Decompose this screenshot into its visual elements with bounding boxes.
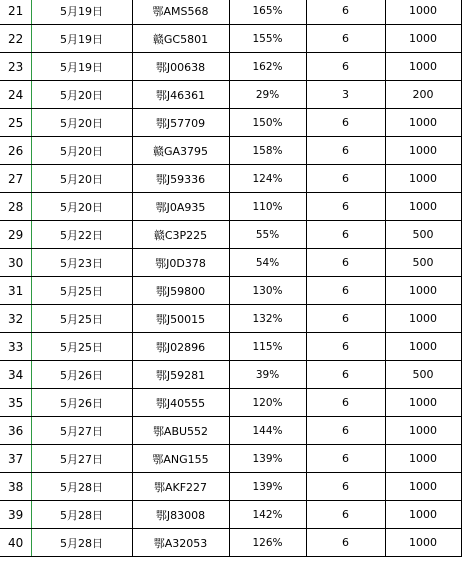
count-cell[interactable]: 6 [306, 165, 385, 193]
table-row[interactable] [0, 501, 461, 529]
amount-cell[interactable]: 1000 [385, 473, 461, 501]
row-number-cell[interactable]: 27 [0, 165, 31, 193]
count-cell[interactable]: 6 [306, 529, 385, 557]
row-number-cell[interactable]: 23 [0, 53, 31, 81]
count-cell[interactable]: 6 [306, 0, 385, 25]
count-cell[interactable]: 6 [306, 361, 385, 389]
plate-cell[interactable]: 赣C3P225 [132, 221, 229, 249]
percentage-cell[interactable]: 162% [229, 53, 306, 81]
plate-cell[interactable]: 鄂A32053 [132, 529, 229, 557]
table-row[interactable] [0, 165, 461, 193]
amount-cell[interactable]: 1000 [385, 501, 461, 529]
table-row[interactable] [0, 137, 461, 165]
date-cell[interactable]: 5月19日 [31, 53, 132, 81]
amount-cell[interactable]: 1000 [385, 137, 461, 165]
percentage-cell[interactable]: 54% [229, 249, 306, 277]
table-row[interactable] [0, 249, 461, 277]
count-cell[interactable]: 6 [306, 137, 385, 165]
amount-cell[interactable]: 500 [385, 249, 461, 277]
table-row[interactable] [0, 193, 461, 221]
count-cell[interactable]: 6 [306, 501, 385, 529]
row-number-cell[interactable]: 39 [0, 501, 31, 529]
amount-cell[interactable]: 1000 [385, 333, 461, 361]
count-cell[interactable]: 6 [306, 473, 385, 501]
date-cell[interactable]: 5月27日 [31, 417, 132, 445]
plate-cell[interactable]: 鄂ABU552 [132, 417, 229, 445]
amount-cell[interactable]: 1000 [385, 193, 461, 221]
amount-cell[interactable]: 1000 [385, 529, 461, 557]
amount-cell[interactable]: 1000 [385, 445, 461, 473]
amount-cell[interactable]: 1000 [385, 109, 461, 137]
row-number-cell[interactable]: 25 [0, 109, 31, 137]
row-number-cell[interactable]: 30 [0, 249, 31, 277]
date-cell[interactable]: 5月25日 [31, 333, 132, 361]
table-row[interactable] [0, 277, 461, 305]
row-number-cell[interactable]: 33 [0, 333, 31, 361]
plate-cell[interactable]: 鄂J59800 [132, 277, 229, 305]
plate-cell[interactable]: 鄂J02896 [132, 333, 229, 361]
amount-cell[interactable]: 1000 [385, 305, 461, 333]
table-row[interactable] [0, 333, 461, 361]
date-cell[interactable]: 5月20日 [31, 137, 132, 165]
amount-cell[interactable]: 500 [385, 361, 461, 389]
date-cell[interactable]: 5月26日 [31, 389, 132, 417]
amount-cell[interactable]: 1000 [385, 389, 461, 417]
plate-cell[interactable]: 鄂J00638 [132, 53, 229, 81]
row-number-cell[interactable]: 31 [0, 277, 31, 305]
amount-cell[interactable]: 1000 [385, 0, 461, 25]
plate-cell[interactable]: 赣GA3795 [132, 137, 229, 165]
percentage-cell[interactable]: 165% [229, 0, 306, 25]
row-number-cell[interactable]: 28 [0, 193, 31, 221]
date-cell[interactable]: 5月25日 [31, 305, 132, 333]
percentage-cell[interactable]: 150% [229, 109, 306, 137]
row-number-cell[interactable]: 29 [0, 221, 31, 249]
date-cell[interactable]: 5月19日 [31, 0, 132, 25]
table-row[interactable] [0, 305, 461, 333]
amount-cell[interactable]: 1000 [385, 53, 461, 81]
date-cell[interactable]: 5月26日 [31, 361, 132, 389]
count-cell[interactable]: 6 [306, 109, 385, 137]
table-row[interactable] [0, 0, 461, 25]
row-number-cell[interactable]: 24 [0, 81, 31, 109]
percentage-cell[interactable]: 142% [229, 501, 306, 529]
percentage-cell[interactable]: 55% [229, 221, 306, 249]
count-cell[interactable]: 6 [306, 277, 385, 305]
date-cell[interactable]: 5月27日 [31, 445, 132, 473]
amount-cell[interactable]: 200 [385, 81, 461, 109]
date-cell[interactable]: 5月20日 [31, 81, 132, 109]
row-number-cell[interactable]: 35 [0, 389, 31, 417]
plate-cell[interactable]: 赣GC5801 [132, 25, 229, 53]
table-row[interactable] [0, 221, 461, 249]
date-cell[interactable]: 5月20日 [31, 109, 132, 137]
date-cell[interactable]: 5月22日 [31, 221, 132, 249]
row-number-cell[interactable]: 34 [0, 361, 31, 389]
percentage-cell[interactable]: 139% [229, 445, 306, 473]
date-cell[interactable]: 5月28日 [31, 501, 132, 529]
table-row[interactable] [0, 445, 461, 473]
row-number-cell[interactable]: 21 [0, 0, 31, 25]
row-number-cell[interactable]: 26 [0, 137, 31, 165]
plate-cell[interactable]: 鄂J83008 [132, 501, 229, 529]
percentage-cell[interactable]: 120% [229, 389, 306, 417]
percentage-cell[interactable]: 115% [229, 333, 306, 361]
amount-cell[interactable]: 1000 [385, 417, 461, 445]
table-row[interactable] [0, 109, 461, 137]
count-cell[interactable]: 6 [306, 221, 385, 249]
table-row[interactable] [0, 473, 461, 501]
count-cell[interactable]: 6 [306, 249, 385, 277]
row-number-cell[interactable]: 22 [0, 25, 31, 53]
amount-cell[interactable]: 500 [385, 221, 461, 249]
amount-cell[interactable]: 1000 [385, 25, 461, 53]
plate-cell[interactable]: 鄂J46361 [132, 81, 229, 109]
row-number-cell[interactable]: 37 [0, 445, 31, 473]
table-row[interactable] [0, 81, 461, 109]
plate-cell[interactable]: 鄂J59281 [132, 361, 229, 389]
plate-cell[interactable]: 鄂J0A935 [132, 193, 229, 221]
plate-cell[interactable]: 鄂ANG155 [132, 445, 229, 473]
date-cell[interactable]: 5月20日 [31, 193, 132, 221]
row-number-cell[interactable]: 36 [0, 417, 31, 445]
count-cell[interactable]: 6 [306, 445, 385, 473]
percentage-cell[interactable]: 39% [229, 361, 306, 389]
date-cell[interactable]: 5月19日 [31, 25, 132, 53]
count-cell[interactable]: 6 [306, 53, 385, 81]
date-cell[interactable]: 5月23日 [31, 249, 132, 277]
percentage-cell[interactable]: 124% [229, 165, 306, 193]
row-number-cell[interactable]: 40 [0, 529, 31, 557]
percentage-cell[interactable]: 158% [229, 137, 306, 165]
date-cell[interactable]: 5月28日 [31, 473, 132, 501]
count-cell[interactable]: 6 [306, 333, 385, 361]
percentage-cell[interactable]: 29% [229, 81, 306, 109]
percentage-cell[interactable]: 126% [229, 529, 306, 557]
count-cell[interactable]: 6 [306, 417, 385, 445]
percentage-cell[interactable]: 144% [229, 417, 306, 445]
plate-cell[interactable]: 鄂AMS568 [132, 0, 229, 25]
plate-cell[interactable]: 鄂J57709 [132, 109, 229, 137]
count-cell[interactable]: 6 [306, 389, 385, 417]
row-number-cell[interactable]: 38 [0, 473, 31, 501]
table-row[interactable] [0, 25, 461, 53]
table-row[interactable] [0, 361, 461, 389]
plate-cell[interactable]: 鄂J59336 [132, 165, 229, 193]
count-cell[interactable]: 6 [306, 193, 385, 221]
table-row[interactable] [0, 53, 461, 81]
plate-cell[interactable]: 鄂J50015 [132, 305, 229, 333]
table-row[interactable] [0, 417, 461, 445]
row-number-cell[interactable]: 32 [0, 305, 31, 333]
plate-cell[interactable]: 鄂AKF227 [132, 473, 229, 501]
amount-cell[interactable]: 1000 [385, 277, 461, 305]
percentage-cell[interactable]: 155% [229, 25, 306, 53]
percentage-cell[interactable]: 139% [229, 473, 306, 501]
count-cell[interactable]: 6 [306, 25, 385, 53]
count-cell[interactable]: 6 [306, 305, 385, 333]
plate-cell[interactable]: 鄂J40555 [132, 389, 229, 417]
date-cell[interactable]: 5月25日 [31, 277, 132, 305]
date-cell[interactable]: 5月28日 [31, 529, 132, 557]
percentage-cell[interactable]: 110% [229, 193, 306, 221]
table-row[interactable] [0, 389, 461, 417]
amount-cell[interactable]: 1000 [385, 165, 461, 193]
date-cell[interactable]: 5月20日 [31, 165, 132, 193]
percentage-cell[interactable]: 130% [229, 277, 306, 305]
table-row[interactable] [0, 529, 461, 557]
percentage-cell[interactable]: 132% [229, 305, 306, 333]
plate-cell[interactable]: 鄂J0D378 [132, 249, 229, 277]
count-cell[interactable]: 3 [306, 81, 385, 109]
